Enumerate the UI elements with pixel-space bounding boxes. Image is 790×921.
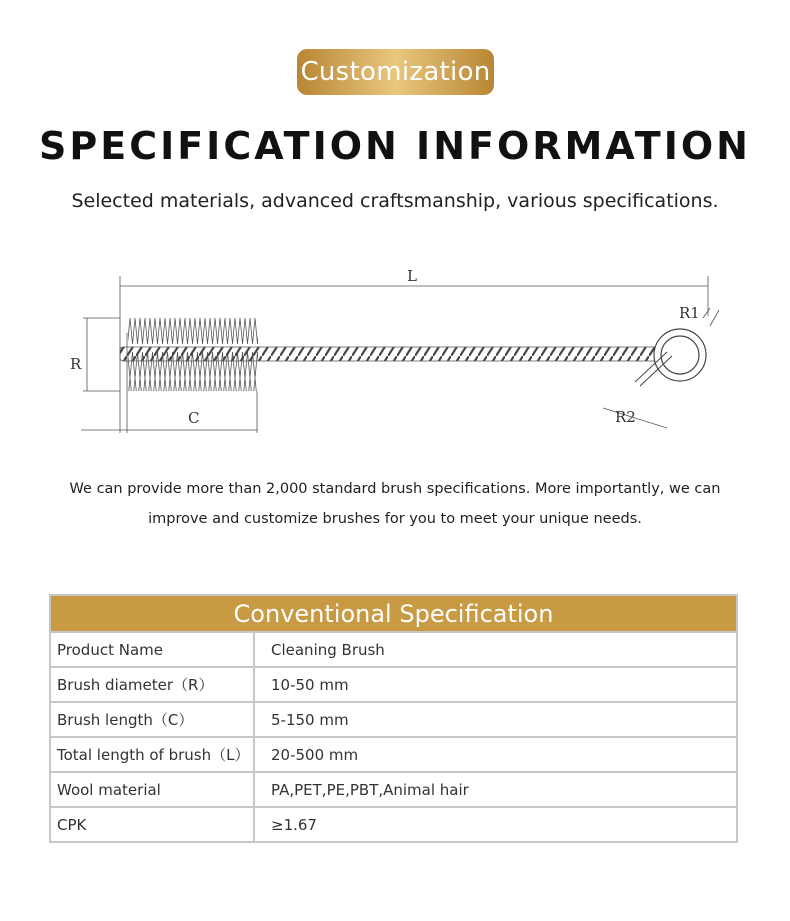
- spec-value: PA,PET,PE,PBT,Animal hair: [254, 772, 737, 807]
- label-r2: R2: [615, 408, 636, 426]
- spec-value: 5-150 mm: [254, 702, 737, 737]
- table-row: [50, 772, 737, 807]
- label-r1: R1: [679, 304, 700, 322]
- end-loop-inner: [661, 336, 699, 374]
- spec-key: Product Name: [50, 632, 254, 667]
- table-row: [50, 702, 737, 737]
- customization-badge: Customization: [297, 49, 494, 95]
- spec-key: Brush length（C）: [50, 702, 254, 737]
- spec-key: Brush diameter（R）: [50, 667, 254, 702]
- spec-value: 20-500 mm: [254, 737, 737, 772]
- label-c: C: [188, 409, 200, 427]
- spec-value: Cleaning Brush: [254, 632, 737, 667]
- page-title: SPECIFICATION INFORMATION: [39, 124, 751, 168]
- spec-key: Total length of brush（L）: [50, 737, 254, 772]
- table-row: [50, 737, 737, 772]
- page-subtitle: Selected materials, advanced craftsmanship, various specifications.: [71, 190, 719, 212]
- label-l: L: [407, 267, 417, 285]
- description-line-2: improve and customize brushes for you to meet your unique needs.: [148, 511, 642, 527]
- twisted-wire-shaft: [120, 347, 695, 361]
- spec-table: [49, 594, 738, 843]
- table-row: [50, 667, 737, 702]
- label-r: R: [70, 355, 82, 373]
- spec-value: ≥1.67: [254, 807, 737, 842]
- spec-key: CPK: [50, 807, 254, 842]
- spec-table-header-row: [50, 595, 737, 632]
- spec-key: Wool material: [50, 772, 254, 807]
- spec-table-heading: Conventional Specification: [50, 595, 737, 632]
- table-row: [50, 632, 737, 667]
- brush-diagram: [55, 258, 725, 438]
- spec-value: 10-50 mm: [254, 667, 737, 702]
- table-row: [50, 807, 737, 842]
- description-line-1: We can provide more than 2,000 standard brush specifications. More importantly, we can: [69, 481, 721, 497]
